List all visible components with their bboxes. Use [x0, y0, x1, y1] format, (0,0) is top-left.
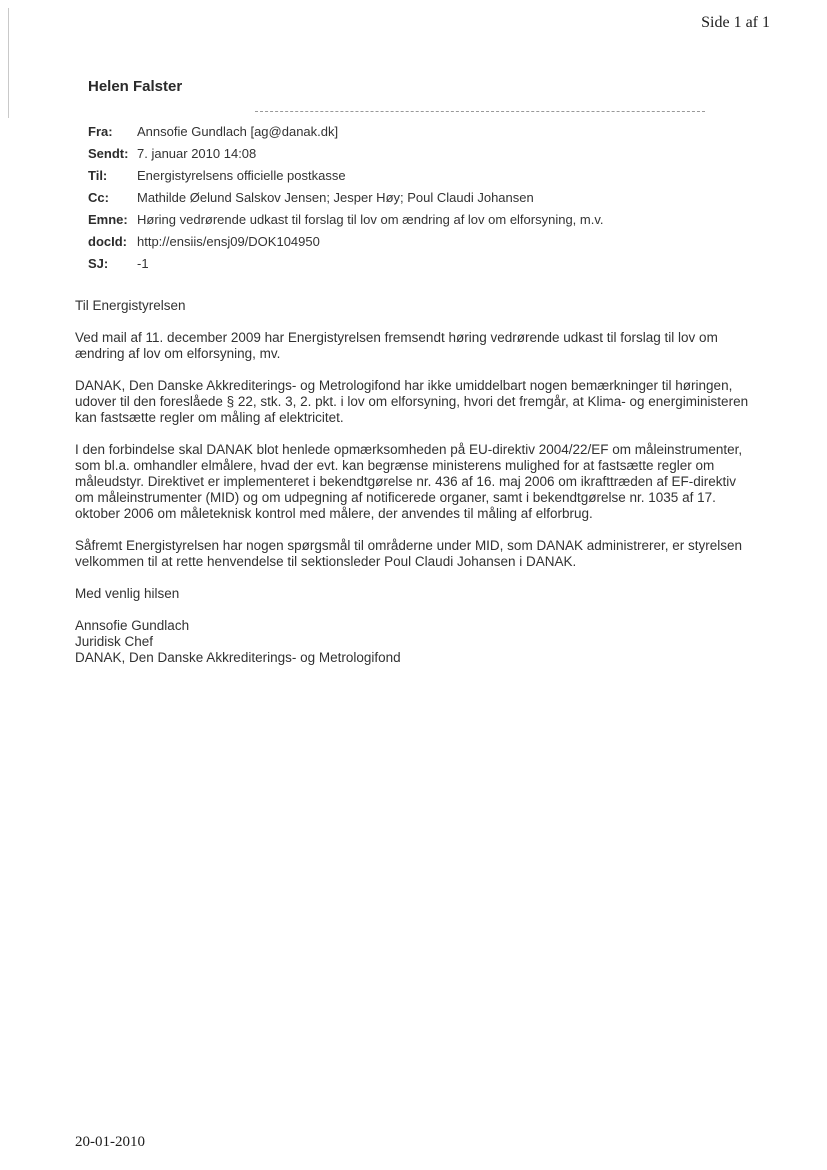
- header-label-docid: docId:: [88, 234, 127, 249]
- header-row-fra: [88, 125, 748, 138]
- header-label-sj: SJ:: [88, 256, 109, 271]
- header-row-sendt: [88, 147, 748, 160]
- signature-line-org: DANAK, Den Danske Akkrediterings- og Metrologifond: [75, 650, 401, 665]
- header-value-sendt: 7. januar 2010 14:08: [137, 146, 257, 161]
- body-paragraph: I den forbindelse skal DANAK blot henlede opmærksomheden på EU-direktiv 2004/22/EF om måleinstrumenter, som bl.a. omhandler elmålere, hvad der evt. kan begrænse ministerens mulighed for at fastsætte regler om måleudstyr. Direktivet er implementeret i bekendtgørelse nr. 436 af 16. maj 2006 om ikrafttræden af EF-direktiv om måleinstrumenter (MID) og om udpegning af notificerede organer, samt i bekendtgørelse nr. 1035 af 17. oktober 2006 om måleteknisk kontrol med målere, der anvendes til måling af elforbrug.: [75, 442, 743, 521]
- header-value-docid: http://ensiis/ensj09/DOK104950: [137, 234, 320, 249]
- header-row-cc: [88, 191, 748, 204]
- header-value-cc: Mathilde Øelund Salskov Jensen; Jesper Høy; Poul Claudi Johansen: [137, 190, 534, 205]
- header-value-emne: Høring vedrørende udkast til forslag til lov om ændring af lov om elforsyning, m.v.: [137, 212, 604, 227]
- header-label-fra: Fra:: [88, 124, 113, 139]
- separator-line: [255, 111, 705, 112]
- header-row-sj: [88, 257, 748, 270]
- header-value-fra: Annsofie Gundlach [ag@danak.dk]: [137, 124, 339, 139]
- signature-line-title: Juridisk Chef: [75, 634, 154, 649]
- footer-date: 20-01-2010: [75, 1134, 145, 1150]
- page-indicator: Side 1 af 1: [701, 14, 770, 31]
- body-paragraph: Såfremt Energistyrelsen har nogen spørgsmål til områderne under MID, som DANAK administrerer, er styrelsen velkommen til at rette henvendelse til sektionsleder Poul Claudi Johansen i DANAK.: [75, 538, 743, 569]
- header-label-emne: Emne:: [88, 212, 128, 227]
- body-paragraph: DANAK, Den Danske Akkrediterings- og Metrologifond har ikke umiddelbart nogen bemærkninger til høringen, udover til den foreslåede § 22, stk. 3, 2. pkt. i lov om elforsyning, hvori det fremgår, at Klima- og energiministeren kan fastsætte regler om måling af elektricitet.: [75, 378, 749, 425]
- body-paragraph: Ved mail af 11. december 2009 har Energistyrelsen fremsendt høring vedrørende udkast til forslag til lov om ændring af lov om elforsyning, mv.: [75, 330, 718, 361]
- body-paragraph: Til Energistyrelsen: [75, 298, 186, 313]
- signature-line-name: Annsofie Gundlach: [75, 618, 190, 633]
- scan-artifact-line: [8, 8, 9, 118]
- body-paragraph: Med venlig hilsen: [75, 586, 180, 601]
- header-value-sj: -1: [137, 256, 149, 271]
- header-row-docid: [88, 235, 748, 248]
- header-value-til: Energistyrelsens officielle postkasse: [137, 168, 346, 183]
- recipient-name: Helen Falster: [88, 78, 183, 95]
- header-label-cc: Cc:: [88, 190, 109, 205]
- signature-block: [75, 618, 753, 666]
- header-row-emne: [88, 213, 748, 226]
- header-label-sendt: Sendt:: [88, 146, 129, 161]
- header-row-til: [88, 169, 748, 182]
- header-label-til: Til:: [88, 168, 108, 183]
- email-body: [75, 298, 753, 666]
- email-headers: [88, 125, 748, 279]
